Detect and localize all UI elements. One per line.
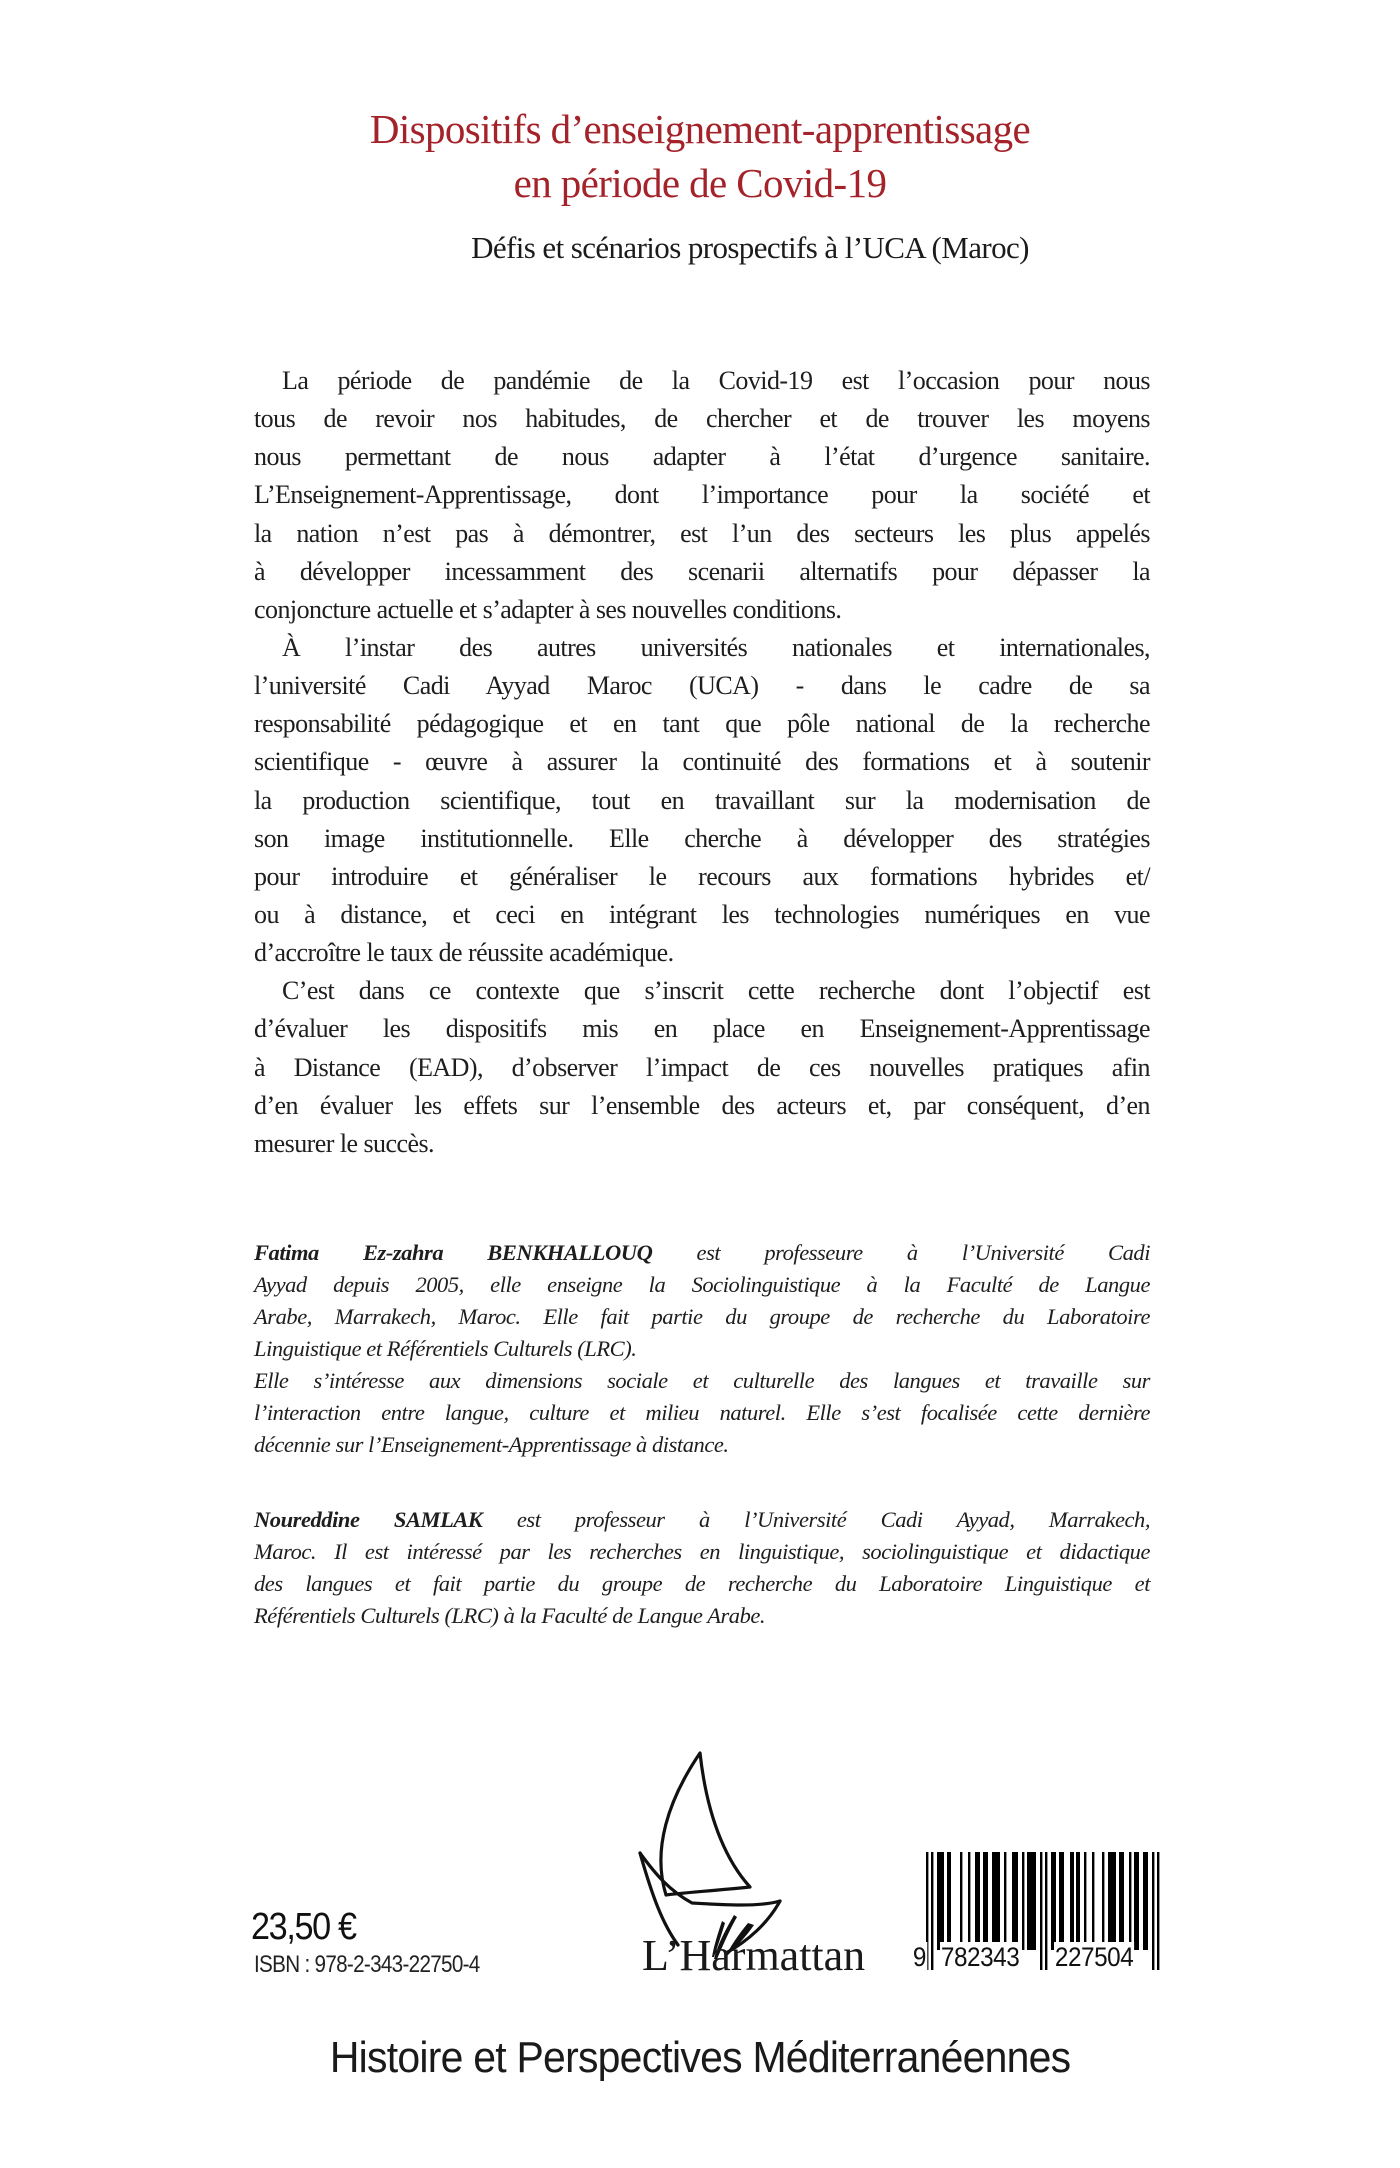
- bio-line: Référentiels Culturels (LRC) à la Faculté de Langue Arabe.: [254, 1603, 766, 1628]
- summary-line: la nation n’est pas à démontrer, est l’un des secteurs les plus appelés: [254, 518, 1150, 548]
- summary-line: C’est dans ce contexte que s’inscrit cette recherche dont l’objectif est: [282, 976, 1150, 1006]
- summary-line: La période de pandémie de la Covid-19 est l’occasion pour nous: [282, 366, 1150, 395]
- summary-line: conjoncture actuelle et s’adapter à ses nouvelles conditions.: [254, 594, 842, 624]
- summary-line: nous permettant de nous adapter à l’état d’urgence sanitaire.: [254, 442, 1150, 472]
- summary-text: [254, 362, 1150, 1163]
- price-label: 23,50 €: [251, 1906, 356, 1948]
- bio-line: l’interaction entre langue, culture et milieu naturel. Elle s’est focalisée cette dernière: [254, 1400, 1150, 1425]
- summary-line: mesurer le succès.: [254, 1128, 434, 1158]
- summary-line: d’évaluer les dispositifs mis en place en Enseignement-Apprentissage: [254, 1014, 1150, 1044]
- summary-line: d’en évaluer les effets sur l’ensemble des acteurs et, par conséquent, d’en: [254, 1090, 1150, 1120]
- summary-line: à développer incessamment des scenarii alternatifs pour dépasser la: [254, 556, 1150, 586]
- bio-line: Elle s’intéresse aux dimensions sociale et culturelle des langues et travaille sur: [254, 1368, 1150, 1393]
- bio-line: Linguistique et Référentiels Culturels (LRC).: [254, 1336, 637, 1361]
- book-subtitle: Défis et scénarios prospectifs à l’UCA (Maroc): [471, 230, 1029, 265]
- summary-line: À l’instar des autres universités nationales et internationales,: [282, 632, 1150, 662]
- bio-line: Maroc. Il est intéressé par les recherches en linguistique, sociolinguistique et didactique: [254, 1539, 1150, 1564]
- series-name: [0, 2030, 1400, 2086]
- summary-line: la production scientifique, tout en travaillant sur la modernisation de: [254, 785, 1150, 815]
- bio-text: est professeur à l’Université Cadi Ayyad, Marrakech,: [482, 1507, 1150, 1532]
- bio-line: Ayyad depuis 2005, elle enseigne la Sociolinguistique à la Faculté de Langue: [254, 1272, 1150, 1297]
- summary-line: l’université Cadi Ayyad Maroc (UCA) - dans le cadre de sa: [254, 671, 1150, 701]
- barcode-digit-first: 9: [912, 1942, 926, 1972]
- summary-line: d’accroître le taux de réussite académique.: [254, 938, 674, 968]
- summary-line: pour introduire et généraliser le recours aux formations hybrides et/: [254, 861, 1150, 891]
- publisher-name: L’Harmattan: [642, 1931, 866, 1980]
- barcode-digits-left: 782343: [940, 1942, 1020, 1972]
- summary-line: scientifique - œuvre à assurer la continuité des formations et à soutenir: [254, 747, 1150, 777]
- book-title-line-1: Dispositifs d’enseignement-apprentissage: [369, 106, 1031, 152]
- author-bio-2: [254, 1504, 1150, 1632]
- series-name-text: Histoire et Perspectives Méditerranéennes: [329, 2033, 1071, 2082]
- isbn-label: ISBN : 978-2-343-22750-4: [254, 1951, 480, 1978]
- summary-line: responsabilité pédagogique et en tant que pôle national de la recherche: [254, 709, 1150, 739]
- author-name: Noureddine SAMLAK: [254, 1507, 483, 1532]
- book-title-line-2: en période de Covid-19: [513, 160, 887, 206]
- bio-line: décennie sur l’Enseignement-Apprentissage à distance.: [254, 1432, 729, 1457]
- author-name: Fatima Ez-zahra BENKHALLOUQ: [254, 1240, 653, 1265]
- bio-line: [254, 1237, 1150, 1269]
- summary-line: L’Enseignement-Apprentissage, dont l’importance pour la société et: [254, 480, 1150, 510]
- bio-line: [254, 1504, 1150, 1536]
- summary-line: ou à distance, et ceci en intégrant les technologies numériques en vue: [254, 899, 1150, 929]
- bio-line: des langues et fait partie du groupe de recherche du Laboratoire Linguistique et: [254, 1571, 1150, 1596]
- author-bio-1: [254, 1237, 1150, 1461]
- bio-line: Arabe, Marrakech, Maroc. Elle fait partie du groupe de recherche du Laboratoire: [254, 1304, 1150, 1329]
- barcode-digits-right: 227504: [1054, 1942, 1134, 1972]
- summary-line: son image institutionnelle. Elle cherche à développer des stratégies: [254, 823, 1150, 853]
- bio-text: est professeure à l’Université Cadi: [652, 1240, 1150, 1265]
- summary-line: tous de revoir nos habitudes, de chercher et de trouver les moyens: [254, 404, 1150, 434]
- summary-line: à Distance (EAD), d’observer l’impact de ces nouvelles pratiques afin: [254, 1052, 1150, 1082]
